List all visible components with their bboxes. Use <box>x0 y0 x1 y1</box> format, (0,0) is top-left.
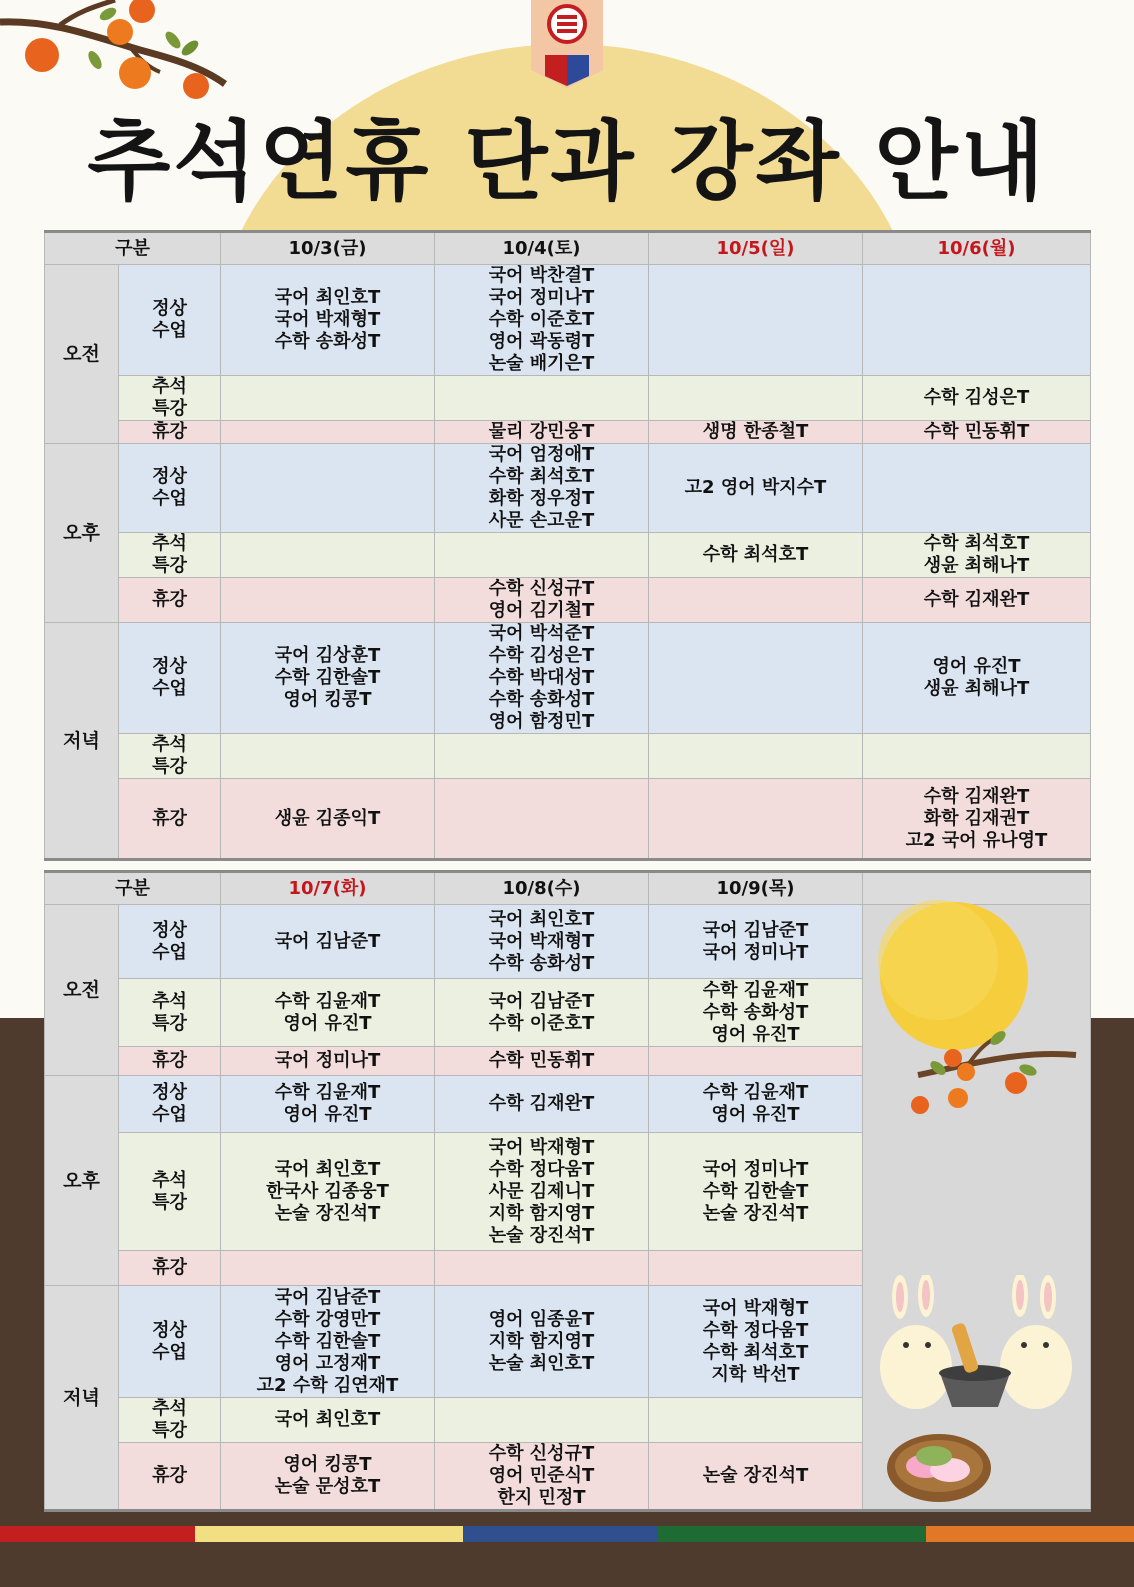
schedule-cell <box>221 1286 435 1398</box>
teacher-entry: 영어 유진T <box>711 1023 800 1045</box>
schedule-cell <box>649 779 863 860</box>
schedule-cell <box>863 578 1091 623</box>
schedule-cell <box>435 1076 649 1133</box>
teacher-entry: 수학 김성은T <box>923 387 1030 408</box>
header-date: 10/4(토) <box>435 232 649 265</box>
schedule-cell <box>221 265 435 376</box>
teacher-entry: 국어 박재형T <box>488 930 595 952</box>
teacher-entry: 영어 김기철T <box>488 600 595 621</box>
category-label <box>119 533 221 578</box>
teacher-entry: 국어 정미나T <box>702 941 809 963</box>
teacher-entry: 영어 임종윤T <box>488 1308 595 1330</box>
schedule-cell <box>863 265 1091 376</box>
period-label: 저녁 <box>45 623 119 860</box>
teacher-entry: 수학 신성규T <box>488 1443 595 1464</box>
teacher-entry: 수학 이준호T <box>488 1012 595 1034</box>
category-label <box>119 905 221 979</box>
teacher-entry: 수학 김재완T <box>923 785 1030 807</box>
teacher-entry: 수학 정다움T <box>488 1158 595 1180</box>
teacher-entry: 생윤 김종익T <box>274 807 381 829</box>
category-label <box>119 1133 221 1251</box>
schedule-cell <box>863 623 1091 734</box>
schedule-cell <box>863 779 1091 860</box>
teacher-entry: 국어 엄정애T <box>488 444 595 465</box>
schedule-cell <box>221 421 435 444</box>
teacher-entry: 수학 박대성T <box>488 667 595 688</box>
schedule-cell <box>649 734 863 779</box>
stripe-orange <box>926 1526 1134 1542</box>
teacher-entry: 추석 <box>152 1169 187 1191</box>
schedule-row <box>45 421 1091 444</box>
header-date: 10/7(화) <box>221 872 435 905</box>
teacher-entry: 수학 최석호T <box>488 466 595 487</box>
rabbits-mortar-icon <box>878 1275 1073 1415</box>
teacher-entry: 수학 김성은T <box>488 645 595 666</box>
period-label: 오후 <box>45 1076 119 1286</box>
teacher-entry: 영어 함정민T <box>488 711 595 732</box>
category-label <box>119 444 221 533</box>
teacher-entry: 휴강 <box>152 589 187 610</box>
schedule-cell <box>863 734 1091 779</box>
teacher-entry: 특강 <box>152 398 187 419</box>
teacher-entry: 물리 강민웅T <box>488 421 595 442</box>
schedule-cell <box>435 578 649 623</box>
schedule-cell <box>435 1398 649 1443</box>
teacher-entry: 논술 최인호T <box>488 1352 595 1374</box>
teacher-entry: 수학 송화성T <box>702 1001 809 1023</box>
teacher-entry: 정상 <box>152 919 187 941</box>
teacher-entry: 정상 <box>152 466 187 487</box>
teacher-entry: 수학 송화성T <box>488 689 595 710</box>
teacher-entry: 국어 최인호T <box>488 908 595 930</box>
schedule-cell <box>221 623 435 734</box>
period-label: 오전 <box>45 905 119 1076</box>
schedule-cell <box>435 623 649 734</box>
teacher-entry: 수학 최석호T <box>702 544 809 565</box>
teacher-entry: 영어 유진T <box>711 1104 800 1125</box>
teacher-entry: 논술 장진석T <box>702 1202 809 1224</box>
schedule-cell <box>435 1047 649 1076</box>
schedule-cell <box>649 444 863 533</box>
teacher-entry: 정상 <box>152 1082 187 1103</box>
teacher-entry: 추석 <box>152 376 187 397</box>
header-date: 10/8(수) <box>435 872 649 905</box>
stripe-red <box>0 1526 195 1542</box>
schedule-row <box>45 578 1091 623</box>
schedule-cell <box>863 376 1091 421</box>
teacher-entry: 수업 <box>152 941 187 963</box>
schedule-cell <box>649 1047 863 1076</box>
schedule-cell <box>221 734 435 779</box>
schedule-cell <box>649 905 863 979</box>
teacher-entry: 휴강 <box>152 807 187 829</box>
period-label: 오전 <box>45 265 119 444</box>
teacher-entry: 특강 <box>152 1420 187 1441</box>
teacher-entry: 수학 김윤재T <box>274 990 381 1012</box>
header-date: 10/6(월) <box>863 232 1091 265</box>
teacher-entry: 정상 <box>152 656 187 677</box>
header-date: 10/9(목) <box>649 872 863 905</box>
teacher-entry: 휴강 <box>152 1050 187 1071</box>
category-label <box>119 1047 221 1076</box>
category-label <box>119 421 221 444</box>
schedule-cell <box>435 1443 649 1511</box>
teacher-entry: 사문 손고운T <box>488 510 595 531</box>
schedule-cell <box>221 905 435 979</box>
schedule-row <box>45 734 1091 779</box>
schedule-cell <box>221 1251 435 1286</box>
teacher-entry: 국어 김남준T <box>488 990 595 1012</box>
schedule-cell <box>649 623 863 734</box>
school-emblem-icon <box>531 0 603 88</box>
teacher-entry: 국어 박석준T <box>488 623 595 644</box>
schedule-row <box>45 623 1091 734</box>
teacher-entry: 생명 한종철T <box>702 421 809 442</box>
category-label <box>119 734 221 779</box>
teacher-entry: 지학 함지영T <box>488 1202 595 1224</box>
category-label <box>119 779 221 860</box>
schedule-cell <box>435 1251 649 1286</box>
teacher-entry: 고2 수학 김연재T <box>256 1374 399 1396</box>
teacher-entry: 고2 국어 유나영T <box>905 829 1048 851</box>
teacher-entry: 수학 최석호T <box>923 533 1030 554</box>
schedule-cell <box>221 1398 435 1443</box>
category-label <box>119 376 221 421</box>
teacher-entry: 생윤 최해나T <box>923 678 1030 699</box>
schedule-cell <box>221 376 435 421</box>
teacher-entry: 국어 최인호T <box>274 287 381 308</box>
schedule-row <box>45 376 1091 421</box>
schedule-cell <box>435 533 649 578</box>
teacher-entry: 국어 박찬결T <box>488 265 595 286</box>
teacher-entry: 수학 민동휘T <box>488 1050 595 1071</box>
category-label <box>119 1398 221 1443</box>
teacher-entry: 영어 킹콩T <box>283 1454 372 1475</box>
schedule-cell <box>221 578 435 623</box>
teacher-entry: 정상 <box>152 298 187 319</box>
teacher-entry: 수업 <box>152 1104 187 1125</box>
teacher-entry: 수학 김재완T <box>923 589 1030 610</box>
schedule-cell <box>649 265 863 376</box>
schedule-cell <box>649 1398 863 1443</box>
category-label <box>119 265 221 376</box>
teacher-entry: 국어 김상훈T <box>274 645 381 666</box>
schedule-cell <box>221 1076 435 1133</box>
teacher-entry: 국어 박재형T <box>488 1136 595 1158</box>
schedule-row <box>45 779 1091 860</box>
teacher-entry: 추석 <box>152 734 187 755</box>
schedule-cell <box>221 1047 435 1076</box>
teacher-entry: 국어 정미나T <box>274 1050 381 1071</box>
schedule-cell <box>435 734 649 779</box>
schedule-cell <box>435 1133 649 1251</box>
teacher-entry: 국어 박재형T <box>274 309 381 330</box>
schedule-cell <box>435 421 649 444</box>
schedule-cell <box>649 979 863 1047</box>
teacher-entry: 국어 정미나T <box>488 287 595 308</box>
teacher-entry: 사문 김제니T <box>488 1180 595 1202</box>
teacher-entry: 수학 정다움T <box>702 1319 809 1341</box>
teacher-entry: 수업 <box>152 678 187 699</box>
schedule-cell <box>221 1133 435 1251</box>
full-moon-branch-icon <box>878 900 1078 1120</box>
schedule-cell <box>435 444 649 533</box>
persimmon-branch-icon <box>0 0 230 110</box>
schedule-cell <box>221 444 435 533</box>
category-label <box>119 1076 221 1133</box>
schedule-cell <box>221 1443 435 1511</box>
teacher-entry: 지학 함지영T <box>488 1330 595 1352</box>
teacher-entry: 수학 송화성T <box>274 331 381 352</box>
schedule-cell <box>221 979 435 1047</box>
schedule-cell <box>863 533 1091 578</box>
teacher-entry: 영어 민준식T <box>488 1465 595 1486</box>
teacher-entry: 추석 <box>152 1398 187 1419</box>
teacher-entry: 휴강 <box>152 1465 187 1486</box>
schedule-row <box>45 444 1091 533</box>
teacher-entry: 휴강 <box>152 1257 187 1278</box>
stripe-blue <box>463 1526 658 1542</box>
teacher-entry: 특강 <box>152 1012 187 1034</box>
schedule-cell <box>649 1443 863 1511</box>
teacher-entry: 휴강 <box>152 421 187 442</box>
category-label <box>119 623 221 734</box>
teacher-entry: 국어 김남준T <box>274 1286 381 1308</box>
teacher-entry: 수학 이준호T <box>488 309 595 330</box>
teacher-entry: 영어 유진T <box>283 1012 372 1034</box>
period-label: 저녁 <box>45 1286 119 1511</box>
teacher-entry: 국어 최인호T <box>274 1158 381 1180</box>
header-date: 10/3(금) <box>221 232 435 265</box>
schedule-cell <box>649 533 863 578</box>
schedule-cell <box>649 421 863 444</box>
teacher-entry: 논술 장진석T <box>274 1202 381 1224</box>
stripe-yellow <box>195 1526 463 1542</box>
teacher-entry: 지학 박선T <box>711 1363 800 1385</box>
category-label <box>119 578 221 623</box>
category-label <box>119 1251 221 1286</box>
teacher-entry: 추석 <box>152 533 187 554</box>
teacher-entry: 한국사 김종웅T <box>266 1180 389 1202</box>
schedule-cell <box>649 1286 863 1398</box>
page-title: 추석연휴 단과 강좌 안내 <box>87 112 1047 212</box>
period-label: 오후 <box>45 444 119 623</box>
teacher-entry: 수학 송화성T <box>488 952 595 974</box>
songpyeon-plate-icon <box>884 1428 994 1504</box>
teacher-entry: 화학 김재권T <box>923 807 1030 829</box>
schedule-cell <box>435 1286 649 1398</box>
header-category: 구분 <box>45 872 221 905</box>
teacher-entry: 국어 박재형T <box>702 1297 809 1319</box>
schedule-cell <box>435 376 649 421</box>
teacher-entry: 수학 김윤재T <box>702 1082 809 1103</box>
teacher-entry: 특강 <box>152 756 187 777</box>
teacher-entry: 수업 <box>152 320 187 341</box>
category-label <box>119 1443 221 1511</box>
schedule-cell <box>221 533 435 578</box>
teacher-entry: 수학 김윤재T <box>274 1082 381 1103</box>
teacher-entry: 영어 곽동령T <box>488 331 595 352</box>
teacher-entry: 영어 유진T <box>932 656 1021 677</box>
teacher-entry: 논술 장진석T <box>702 1465 809 1486</box>
teacher-entry: 국어 정미나T <box>702 1158 809 1180</box>
teacher-entry: 수학 김한솔T <box>702 1180 809 1202</box>
teacher-entry: 수학 강영만T <box>274 1308 381 1330</box>
header-category: 구분 <box>45 232 221 265</box>
schedule-row <box>45 265 1091 376</box>
teacher-entry: 수학 김한솔T <box>274 667 381 688</box>
schedule-cell <box>435 979 649 1047</box>
schedule-cell <box>221 779 435 860</box>
teacher-entry: 화학 정우정T <box>488 488 595 509</box>
header-date: 10/5(일) <box>649 232 863 265</box>
schedule-cell <box>435 779 649 860</box>
teacher-entry: 영어 킹콩T <box>283 689 372 710</box>
teacher-entry: 국어 최인호T <box>274 1409 381 1430</box>
schedule-cell <box>649 1076 863 1133</box>
schedule-table-week1 <box>44 230 1091 861</box>
schedule-cell <box>649 1251 863 1286</box>
teacher-entry: 영어 고정재T <box>274 1352 381 1374</box>
schedule-cell <box>435 265 649 376</box>
teacher-entry: 영어 유진T <box>283 1104 372 1125</box>
teacher-entry: 국어 김남준T <box>702 919 809 941</box>
teacher-entry: 논술 장진석T <box>488 1224 595 1246</box>
teacher-entry: 수학 신성규T <box>488 578 595 599</box>
schedule-cell <box>435 905 649 979</box>
teacher-entry: 추석 <box>152 990 187 1012</box>
teacher-entry: 수업 <box>152 488 187 509</box>
teacher-entry: 수업 <box>152 1341 187 1363</box>
category-label <box>119 1286 221 1398</box>
schedule-cell <box>863 421 1091 444</box>
teacher-entry: 한지 민정T <box>497 1487 586 1508</box>
schedule-cell <box>649 376 863 421</box>
teacher-entry: 수학 김한솔T <box>274 1330 381 1352</box>
category-label <box>119 979 221 1047</box>
teacher-entry: 생윤 최해나T <box>923 555 1030 576</box>
teacher-entry: 고2 영어 박지수T <box>684 477 827 498</box>
teacher-entry: 논술 배기은T <box>488 353 595 374</box>
stripe-green <box>658 1526 926 1542</box>
teacher-entry: 논술 문성호T <box>274 1476 381 1497</box>
schedule-row <box>45 533 1091 578</box>
schedule-cell <box>649 578 863 623</box>
teacher-entry: 특강 <box>152 555 187 576</box>
teacher-entry: 수학 김재완T <box>488 1093 595 1114</box>
teacher-entry: 수학 김윤재T <box>702 979 809 1001</box>
teacher-entry: 국어 김남준T <box>274 930 381 952</box>
teacher-entry: 정상 <box>152 1319 187 1341</box>
teacher-entry: 특강 <box>152 1191 187 1213</box>
teacher-entry: 수학 민동휘T <box>923 421 1030 442</box>
teacher-entry: 수학 최석호T <box>702 1341 809 1363</box>
schedule-cell <box>863 444 1091 533</box>
schedule-cell <box>649 1133 863 1251</box>
